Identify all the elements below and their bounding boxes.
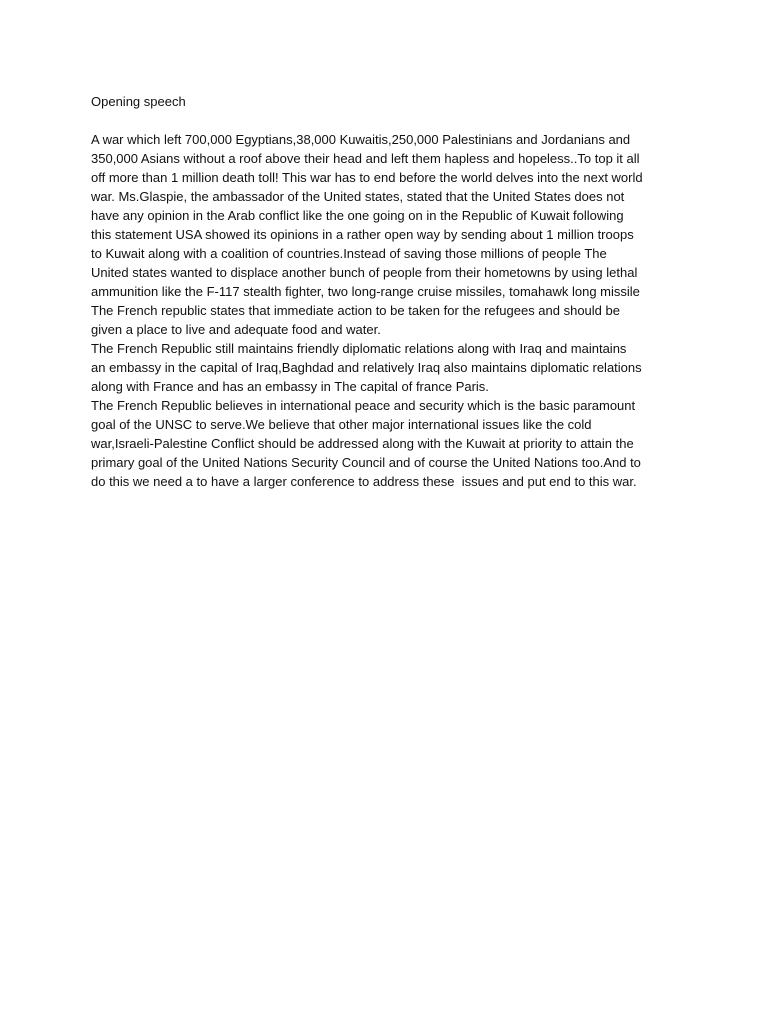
paragraph-line: A war which left 700,000 Egyptians,38,000 Kuwaitis,250,000 Palestinians and Jordanians and <box>91 132 631 147</box>
paragraph-line: ammunition like the F-117 stealth fighter, two long-range cruise missiles, tomahawk long missile <box>91 284 640 299</box>
document-body <box>91 92 691 491</box>
paragraph-line: war. Ms.Glaspie, the ambassador of the United states, stated that the United States does not <box>91 189 625 204</box>
paragraph-line: primary goal of the United Nations Security Council and of course the United Nations too.And to <box>91 455 641 470</box>
paragraph-1 <box>91 130 691 339</box>
paragraph-2 <box>91 339 691 396</box>
paragraph-line: United states wanted to displace another bunch of people from their hometowns by using lethal <box>91 265 638 280</box>
paragraph-line: to Kuwait along with a coalition of countries.Instead of saving those millions of people The <box>91 246 607 261</box>
paragraph-line: an embassy in the capital of Iraq,Baghdad and relatively Iraq also maintains diplomatic relations <box>91 360 642 375</box>
paragraph-line: given a place to live and adequate food and water. <box>91 322 381 337</box>
document-title: Opening speech <box>91 94 186 109</box>
paragraph-line: The French republic states that immediate action to be taken for the refugees and should be <box>91 303 620 318</box>
paragraph-line: along with France and has an embassy in The capital of france Paris. <box>91 379 489 394</box>
paragraph-line: The French Republic believes in international peace and security which is the basic paramount <box>91 398 636 413</box>
paragraph-3 <box>91 396 691 491</box>
paragraph-line: The French Republic still maintains friendly diplomatic relations along with Iraq and maintains <box>91 341 627 356</box>
paragraph-line: do this we need a to have a larger conference to address these issues and put end to this war. <box>91 474 637 489</box>
paragraph-line: 350,000 Asians without a roof above their head and left them hapless and hopeless..To top it all <box>91 151 640 166</box>
paragraph-line: war,Israeli-Palestine Conflict should be addressed along with the Kuwait at priority to attain the <box>91 436 634 451</box>
paragraph-line: off more than 1 million death toll! This war has to end before the world delves into the next world <box>91 170 643 185</box>
paragraph-line: have any opinion in the Arab conflict like the one going on in the Republic of Kuwait following <box>91 208 624 223</box>
paragraph-line: goal of the UNSC to serve.We believe that other major international issues like the cold <box>91 417 592 432</box>
paragraph-line: this statement USA showed its opinions in a rather open way by sending about 1 million troops <box>91 227 634 242</box>
